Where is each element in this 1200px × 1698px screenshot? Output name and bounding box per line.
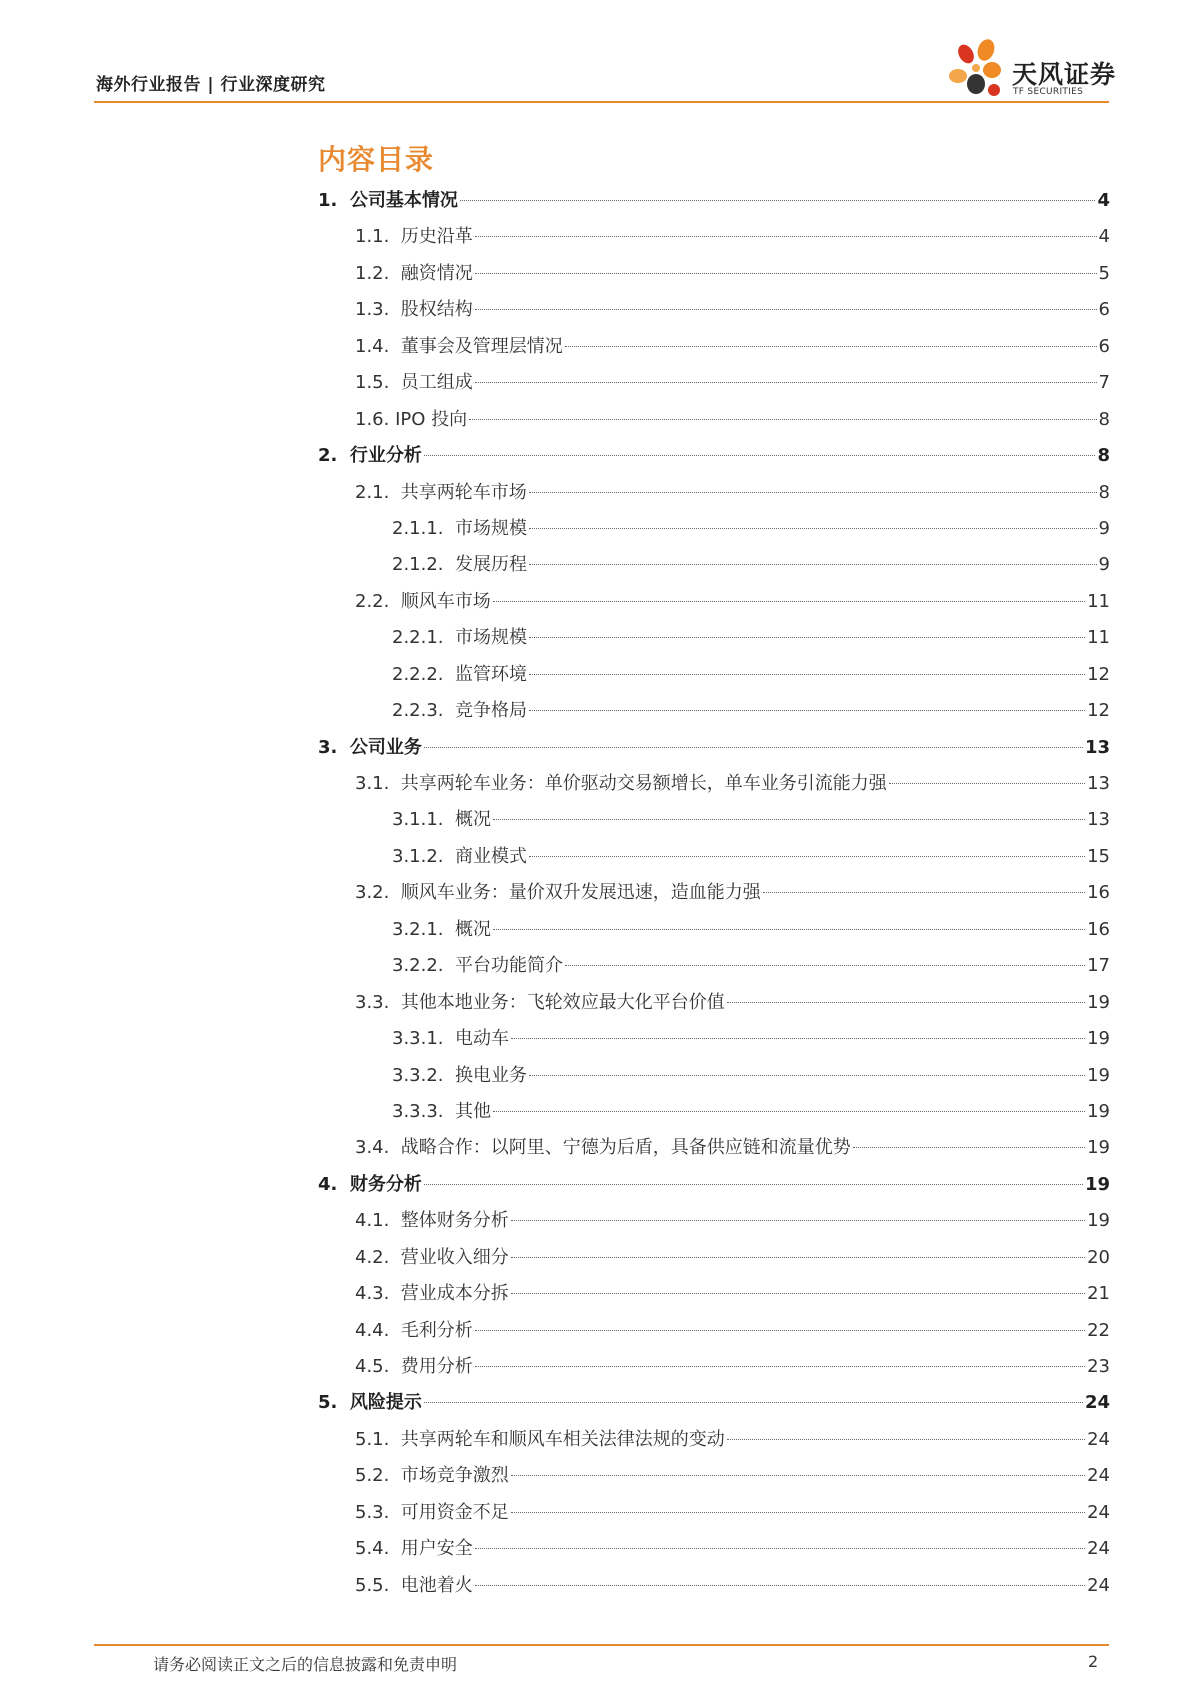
toc-entry-label: 财务分析 [349,1173,422,1195]
toc-entry-number: 5. [318,1392,350,1414]
toc-entry-label: 历史沿革 [400,226,473,248]
toc-entry-page: 19 [1087,1137,1110,1159]
toc-entry-label: 行业分析 [349,445,422,467]
toc-entry-label: 费用分析 [400,1356,473,1377]
toc-dot-leader [511,1038,1085,1039]
toc-dot-leader [475,1585,1085,1586]
toc-dot-leader [565,965,1085,966]
toc-dot-leader [529,564,1097,565]
toc-entry-page: 24 [1087,1428,1110,1450]
toc-entry-label: 市场规模 [454,627,527,649]
toc-dot-leader [511,1512,1085,1513]
toc-entry[interactable] [318,1313,1110,1349]
toc-entry-page: 19 [1087,991,1110,1013]
toc-entry-number: 2.2.1. [392,627,455,649]
toc-entry-label: 战略合作：以阿里、宁德为后盾，具备供应链和流量优势 [400,1137,851,1159]
report-category: 海外行业报告 | 行业深度研究 [96,75,326,95]
toc-entry-label: 风险提示 [349,1392,422,1414]
toc-entry-label: IPO 投向 [395,408,468,430]
toc-entry[interactable] [318,256,1110,292]
toc-entry-number: 3.4. [355,1137,401,1159]
toc-entry[interactable] [318,875,1110,911]
toc-dot-leader [424,1184,1083,1185]
toc-dot-leader [529,1075,1085,1076]
toc-dot-leader [565,346,1097,347]
company-logo [946,38,1116,108]
footer-disclaimer: 请务必阅读正文之后的信息披露和免责申明 [153,1655,458,1674]
toc-dot-leader [424,455,1096,456]
toc-entry[interactable] [318,365,1110,401]
toc-dot-leader [511,1475,1085,1476]
toc-entry[interactable] [318,1385,1110,1421]
toc-entry[interactable] [318,730,1110,766]
toc-entry[interactable] [318,584,1110,620]
toc-dot-leader [511,1220,1085,1221]
toc-entry-label: 员工组成 [400,372,473,394]
toc-entry-page: 15 [1087,845,1110,867]
logo-chinese-name: 天风证券 [1012,60,1117,89]
toc-entry-page: 11 [1087,590,1110,612]
toc-entry[interactable] [318,839,1110,875]
toc-dot-leader [475,1548,1085,1549]
toc-entry[interactable] [318,948,1110,984]
toc-dot-leader [493,819,1085,820]
toc-dot-leader [493,1111,1085,1112]
toc-entry-page: 9 [1098,554,1110,576]
toc-entry-number: 4. [318,1173,350,1195]
toc-entry-number: 2. [318,445,350,467]
toc-entry-page: 24 [1087,1574,1110,1596]
toc-entry-page: 19 [1087,1100,1110,1122]
toc-entry-label: 顺风车市场 [400,590,491,612]
toc-entry[interactable] [318,1167,1110,1203]
toc-entry-number: 2.2.3. [392,700,455,722]
toc-entry-number: 1.2. [355,262,401,284]
toc-entry-page: 5 [1098,262,1110,284]
toc-dot-leader [529,528,1097,529]
toc-entry-number: 3.1.2. [392,845,455,867]
toc-entry-label: 概况 [454,809,491,831]
toc-entry-number: 1.5. [355,372,401,394]
toc-entry-number: 5.4. [355,1538,401,1560]
page-number: 2 [1088,1652,1099,1671]
toc-entry[interactable] [318,1094,1110,1130]
toc-entry-label: 股权结构 [400,299,473,321]
toc-dot-leader [493,929,1085,930]
toc-entry[interactable] [318,657,1110,693]
toc-dot-leader [727,1002,1085,1003]
toc-heading: 内容目录 [318,143,435,176]
toc-entry-label: 营业成本分拆 [400,1283,509,1305]
toc-entry[interactable] [318,1203,1110,1239]
toc-entry[interactable] [318,475,1110,511]
toc-entry-page: 13 [1087,773,1110,794]
toc-entry[interactable] [318,802,1110,838]
toc-entry[interactable] [318,402,1110,438]
toc-dot-leader [475,382,1097,383]
toc-dot-leader [475,1330,1085,1331]
toc-dot-leader [511,1293,1085,1294]
toc-entry-number: 5.1. [355,1428,401,1450]
toc-entry-page: 17 [1087,955,1110,977]
footer-divider [94,1644,1109,1646]
toc-entry-label: 市场竞争激烈 [400,1465,509,1487]
toc-entry-number: 3.2.2. [392,955,455,977]
toc-entry-number: 2.1.2. [392,554,455,576]
toc-entry-number: 4.2. [355,1246,401,1268]
toc-entry-number: 3.2. [355,882,401,904]
toc-entry-number: 1. [318,190,350,211]
toc-entry[interactable] [318,1276,1110,1312]
toc-entry-number: 3.3.1. [392,1028,455,1050]
toc-entry-page: 24 [1087,1538,1110,1560]
toc-entry-label: 监管环境 [454,663,527,685]
toc-entry-label: 共享两轮车市场 [400,481,527,503]
toc-entry-page: 24 [1087,1501,1110,1523]
toc-dot-leader [727,1439,1085,1440]
toc-entry-number: 1.4. [355,335,401,357]
toc-entry-label: 公司业务 [349,736,422,758]
toc-entry-page: 20 [1087,1246,1110,1268]
toc-entry-label: 平台功能简介 [454,955,563,977]
toc-entry-number: 3.1.1. [392,809,455,831]
toc-entry-number: 2.2.2. [392,663,455,685]
toc-dot-leader [889,783,1085,784]
toc-entry[interactable] [318,985,1110,1021]
toc-entry[interactable] [318,1240,1110,1276]
toc-entry[interactable] [318,1058,1110,1094]
toc-dot-leader [529,856,1085,857]
toc-dot-leader [475,236,1097,237]
toc-dot-leader [529,637,1085,638]
toc-entry-page: 19 [1087,1210,1110,1232]
toc-entry-page: 7 [1098,372,1110,394]
toc-entry[interactable] [318,1531,1110,1567]
toc-entry-number: 3.3.3. [392,1100,455,1122]
toc-entry-page: 11 [1087,627,1110,649]
toc-entry-page: 19 [1084,1173,1110,1195]
toc-entry-page: 8 [1097,445,1110,467]
toc-entry-label: 共享两轮车和顺风车相关法律法规的变动 [400,1428,725,1450]
toc-entry-page: 13 [1087,809,1110,831]
toc-entry-label: 董事会及管理层情况 [400,335,563,357]
toc-entry-page: 24 [1087,1465,1110,1487]
toc-entry[interactable] [318,1458,1110,1494]
toc-entry-label: 营业收入细分 [400,1246,509,1268]
toc-entry-label: 整体财务分析 [400,1210,509,1232]
toc-entry-label: 毛利分析 [400,1319,473,1341]
toc-entry-label: 商业模式 [454,845,527,867]
toc-entry-label: 共享两轮车业务：单价驱动交易额增长，单车业务引流能力强 [400,773,887,794]
toc-dot-leader [511,1257,1085,1258]
toc-dot-leader [475,273,1097,274]
toc-entry-label: 其他本地业务：飞轮效应最大化平台价值 [400,991,725,1013]
toc-entry-number: 1.1. [355,226,401,248]
toc-entry-number: 3. [318,736,350,758]
toc-entry-number: 2.1. [355,481,401,503]
toc-entry-number: 3.1. [355,773,401,794]
toc-entry-page: 9 [1098,517,1110,539]
toc-entry-label: 概况 [454,918,491,940]
toc-entry[interactable] [318,1349,1110,1385]
toc-dot-leader [460,200,1096,201]
toc-dot-leader [529,674,1085,675]
toc-entry-label: 其他 [454,1100,491,1122]
toc-entry-page: 6 [1098,335,1110,357]
toc-entry[interactable] [318,1021,1110,1057]
toc-entry-label: 融资情况 [400,262,473,284]
toc-dot-leader [763,892,1085,893]
toc-entry-page: 21 [1087,1283,1110,1305]
toc-entry-label: 市场规模 [454,517,527,539]
toc-dot-leader [529,710,1085,711]
toc-entry-number: 3.2.1. [392,918,455,940]
toc-entry[interactable] [318,219,1110,255]
toc-entry[interactable] [318,1130,1110,1166]
toc-entry-number: 3.3.2. [392,1064,455,1086]
toc-entry[interactable] [318,547,1110,583]
toc-entry-number: 2.2. [355,590,401,612]
toc-dot-leader [475,1366,1085,1367]
toc-entry-label: 可用资金不足 [400,1501,509,1523]
toc-entry[interactable] [318,1568,1110,1604]
toc-entry-label: 电池着火 [400,1574,473,1596]
toc-entry-page: 8 [1098,408,1110,430]
toc-entry-number: 4.3. [355,1283,401,1305]
toc-entry[interactable] [318,912,1110,948]
toc-entry-page: 4 [1098,226,1110,248]
toc-entry-page: 23 [1087,1356,1110,1377]
toc-entry[interactable] [318,329,1110,365]
toc-entry-page: 22 [1087,1319,1110,1341]
toc-entry-label: 顺风车业务：量价双升发展迅速，造血能力强 [400,882,761,904]
toc-entry-number: 3.3. [355,991,401,1013]
header-divider [94,101,1109,103]
toc-entry-page: 24 [1084,1392,1110,1414]
table-of-contents [318,183,1110,1604]
toc-entry-label: 竞争格局 [454,700,527,722]
toc-entry-page: 12 [1087,663,1110,685]
toc-entry-label: 电动车 [454,1028,509,1050]
toc-entry[interactable] [318,183,1110,219]
toc-entry-page: 4 [1097,190,1110,211]
toc-dot-leader [424,1402,1083,1403]
toc-entry[interactable] [318,1495,1110,1531]
toc-entry-page: 12 [1087,700,1110,722]
toc-dot-leader [853,1147,1085,1148]
toc-entry-page: 19 [1087,1028,1110,1050]
toc-entry-label: 用户安全 [400,1538,473,1560]
toc-entry[interactable] [318,693,1110,729]
toc-dot-leader [469,419,1096,420]
toc-entry-number: 5.5. [355,1574,401,1596]
toc-entry[interactable] [318,620,1110,656]
toc-entry-number: 4.5. [355,1356,401,1377]
toc-entry-page: 16 [1087,918,1110,940]
toc-entry[interactable] [318,292,1110,328]
toc-entry-page: 6 [1098,299,1110,321]
toc-entry-number: 1.3. [355,299,401,321]
toc-entry-page: 13 [1084,736,1110,758]
toc-dot-leader [424,747,1083,748]
toc-entry[interactable] [318,1422,1110,1458]
toc-dot-leader [475,309,1097,310]
toc-entry-label: 发展历程 [454,554,527,576]
logo-english-name: TF SECURITIES [1013,87,1084,97]
toc-entry-page: 8 [1098,481,1110,503]
toc-entry[interactable] [318,511,1110,547]
toc-entry-page: 16 [1087,882,1110,904]
toc-entry-label: 换电业务 [454,1064,527,1086]
toc-entry-number: 1.6. [355,408,396,430]
toc-entry-number: 5.2. [355,1465,401,1487]
toc-entry-page: 19 [1087,1064,1110,1086]
toc-entry-number: 4.1. [355,1210,401,1232]
toc-entry-label: 公司基本情况 [349,190,458,211]
toc-entry[interactable] [318,766,1110,802]
toc-entry-number: 5.3. [355,1501,401,1523]
toc-dot-leader [493,601,1085,602]
toc-dot-leader [529,492,1097,493]
flower-logo-icon [946,38,1010,102]
toc-entry-number: 4.4. [355,1319,401,1341]
toc-entry[interactable] [318,438,1110,474]
toc-entry-number: 2.1.1. [392,517,455,539]
